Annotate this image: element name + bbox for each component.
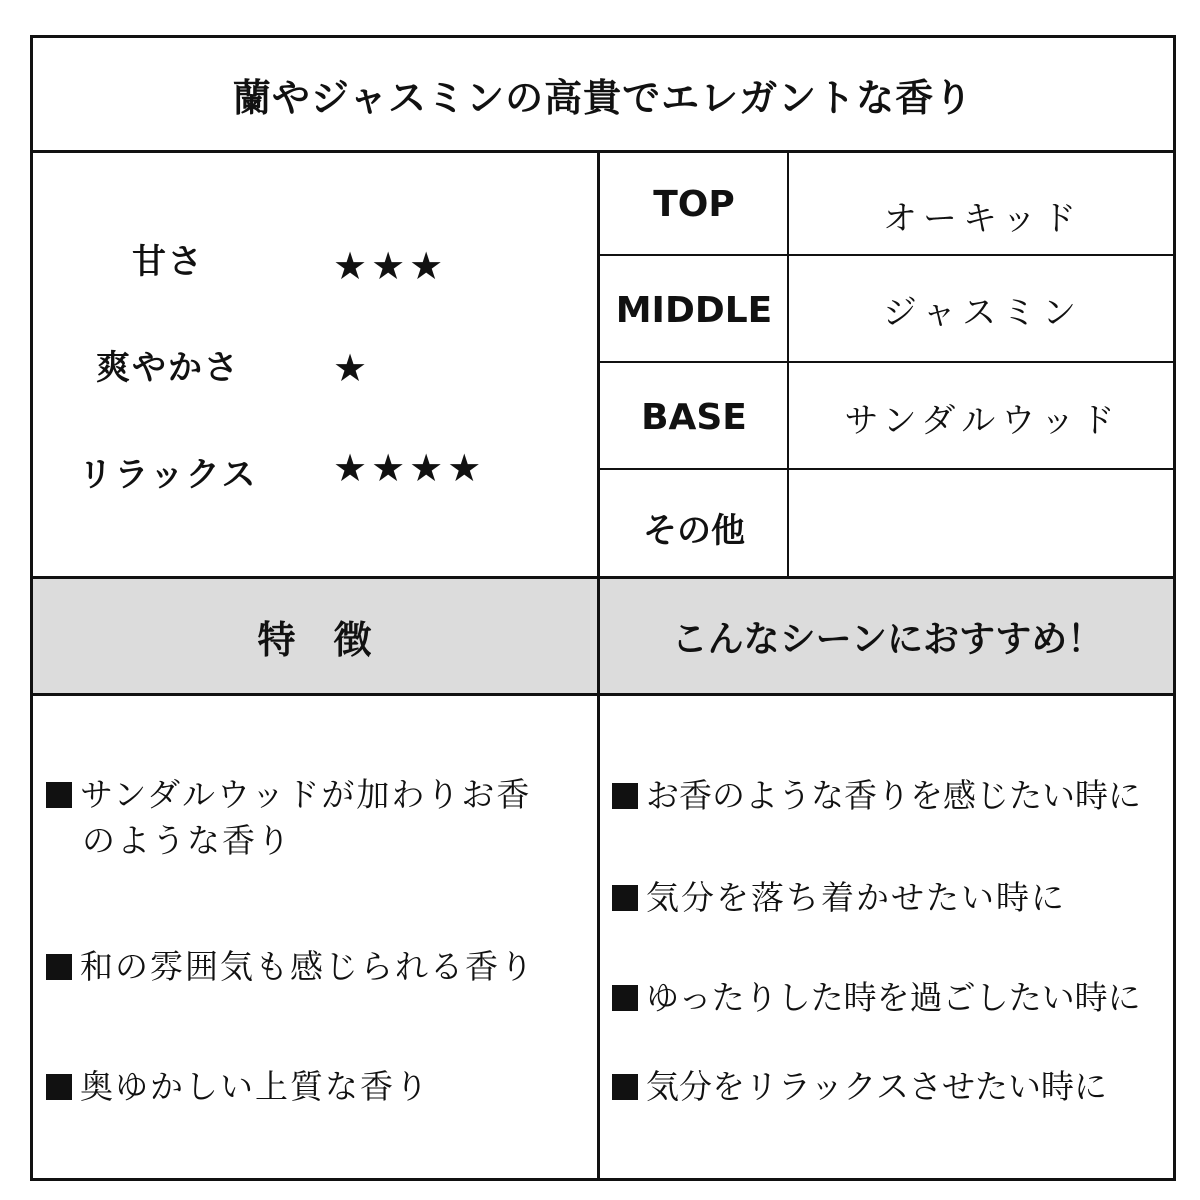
note-value-top: オーキッド <box>882 199 1083 239</box>
page-title: 蘭やジャスミンの高貴でエレガントな香り <box>232 76 974 120</box>
square-bullet-icon <box>612 1074 638 1100</box>
square-bullet-icon <box>46 782 72 808</box>
square-bullet-icon <box>612 985 638 1011</box>
list-item: 気分をリラックスさせたい時に <box>612 1064 1172 1110</box>
scenes-heading: こんなシーンにおすすめ！ <box>671 618 1104 660</box>
square-bullet-icon <box>46 1074 72 1100</box>
list-item-continuation: のような香り <box>82 821 292 860</box>
list-item: お香のような香りを感じたい時に <box>612 773 1172 819</box>
rating-label-sweetness: 甘さ <box>132 242 204 282</box>
note-key-middle: MIDDLE <box>615 290 773 331</box>
list-item: 和の雰囲気も感じられる香り <box>46 944 591 990</box>
divider-note-1 <box>597 254 1176 256</box>
square-bullet-icon <box>612 885 638 911</box>
divider-note-3 <box>597 468 1176 470</box>
rating-label-freshness: 爽やかさ <box>96 348 240 388</box>
note-key-other: その他 <box>643 511 745 551</box>
square-bullet-icon <box>46 954 72 980</box>
list-item: 気分を落ち着かせたい時に <box>612 875 1172 921</box>
square-bullet-icon <box>612 783 638 809</box>
rating-stars-sweetness: ★★★ <box>333 244 448 288</box>
list-item: ゆったりした時を過ごしたい時に <box>612 975 1172 1021</box>
list-item: 奥ゆかしい上質な香り <box>46 1064 591 1110</box>
rating-stars-freshness: ★ <box>333 346 372 390</box>
note-key-top: TOP <box>653 184 735 225</box>
divider-note-2 <box>597 361 1176 363</box>
note-key-base: BASE <box>641 397 747 438</box>
rating-label-relax: リラックス <box>78 455 258 495</box>
note-value-middle: ジャスミン <box>882 293 1083 333</box>
rating-stars-relax: ★★★★ <box>333 446 486 490</box>
features-heading: 特 徴 <box>257 617 372 662</box>
list-item: サンダルウッドが加わりお香 のような香り <box>46 772 591 864</box>
note-value-base: サンダルウッド <box>844 401 1121 441</box>
